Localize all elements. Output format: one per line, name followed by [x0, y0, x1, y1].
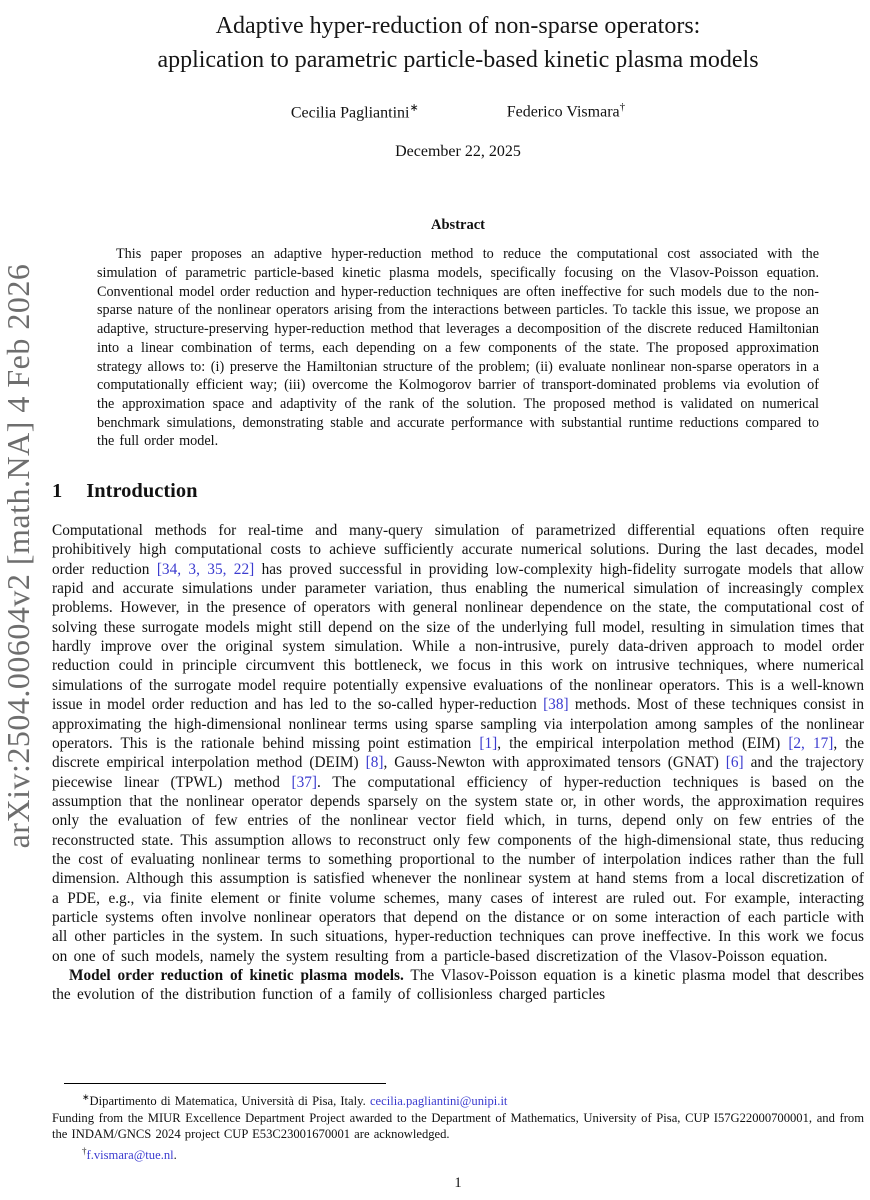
footnote-funding: Funding from the MIUR Excellence Department Project awarded to the Department of Mathematics, University of Pisa, CUP I57G22000700001, and from the INDAM/GNCS 2024 project CUP E53C23001670001 are acknowledged. — [52, 1110, 864, 1142]
footnote-rule — [64, 1083, 386, 1084]
section-title: Introduction — [86, 480, 198, 503]
footnote-mark: † — [82, 1145, 87, 1156]
author-name: Federico Vismara† — [506, 101, 626, 121]
footnote-email2 — [52, 1143, 864, 1164]
author-name: Cecilia Pagliantini∗ — [290, 102, 419, 122]
author-list — [52, 101, 864, 122]
author-footnote-mark: † — [619, 101, 626, 113]
email-link[interactable]: f.vismara@tue.nl — [86, 1148, 174, 1163]
section-heading — [52, 480, 864, 503]
paper-title — [52, 9, 864, 77]
abstract-text: This paper proposes an adaptive hyper-reduction method to reduce the computational cost associated with the simulation of parametric particle-based kinetic plasma models, specifically focusing on the Vlasov-Poisson equation. Conventional model order reduction and hyper-reduction techniques are often ineffective for such models due to the non-sparse nature of the nonlinear operators arising from the interactions between particles. To tackle this issue, we propose an adaptive, structure-preserving hyper-reduction method that leverages a decomposition of the discrete reduced Hamiltonian into a linear combination of terms, each depending on a few components of the state. The proposed approximation strategy allows to: (i) preserve the Hamiltonian structure of the problem; (ii) evaluate nonlinear non-sparse operators in a computationally efficient way; (iii) overcome the Kolmogorov barrier of transport-dominated problems via evolution of the approximation space and adaptivity of the rank of the solution. The proposed method is validated on numerical benchmark simulations, demonstrating stable and accurate performance with substantial runtime reductions compared to the full order model. — [97, 246, 819, 450]
citation-link[interactable]: [1] — [479, 734, 498, 752]
paper-date: December 22, 2025 — [395, 143, 521, 161]
paper-page — [52, 0, 864, 1005]
citation-link[interactable]: [6] — [725, 754, 744, 772]
footnote-block — [52, 1083, 864, 1164]
abstract-heading: Abstract — [431, 217, 485, 234]
paper-title-line1: Adaptive hyper-reduction of non-sparse operators: — [215, 13, 701, 39]
paper-title-line2: application to parametric particle-based kinetic plasma models — [157, 47, 759, 73]
footnote-affiliation — [52, 1089, 864, 1110]
citation-link[interactable]: [38] — [543, 696, 569, 714]
citation-link[interactable]: [8] — [365, 754, 384, 772]
citation-link[interactable]: [34, 3, 35, 22] — [156, 560, 255, 578]
footnote-text: Dipartimento di Matematica, Università di Pisa, Italy. — [89, 1094, 366, 1109]
intro-paragraph-1: Computational methods for real-time and many-query simulation of parametrized differential equations often require prohibitively high computational costs to achieve sufficiently accurate numerical solutions. During the last decades, model order reduction [34, 3, 35, 22] has proved successful in providing low-complexity high-fidelity surrogate models that allow rapid and accurate simulations under parameter variation, thus enabling the numerical simulation of increasingly complex problems. However, in the presence of operators with general nonlinear dependence on the state, the computational cost of solving these surrogate models might still depend on the size of the underlying full model, resulting in simulation times that hardly improve over the original system simulation. While a non-intrusive, purely data-driven approach to model order reduction could in principle circumvent this bottleneck, we focus in this work on intrusive techniques, where numerical simulations of the surrogate model require potentially expensive evaluations of the nonlinear operators. This is a well-known issue in model order reduction and has led to the so-called hyper-reduction [38] methods. Most of these techniques consist in approximating the high-dimensional nonlinear terms using sparse sampling via interpolation among samples of the nonlinear operators. This is the rationale behind missing point estimation [1], the empirical interpolation method (EIM) [2, 17], the discrete empirical interpolation method (DEIM) [8], Gauss-Newton with approximated tensors (GNAT) [6] and the trajectory piecewise linear (TPWL) method [37]. The computational efficiency of hyper-reduction techniques is based on the assumption that the nonlinear operator depends sparsely on the system state or, in other words, the approximation requires only the evaluation of few entries of the nonlinear vector field which, in turns, depend only on few entries of the reconstructed state. This assumption allows to reconstruct only few components of the high-dimensional state, thus reducing the cost of evaluating nonlinear terms to something proportional to the number of interpolation indices rather than the full dimension. Although this assumption is satisfied whenever the nonlinear system at hand stems from a local discretization of a PDE, e.g., via finite element or finite volume schemes, many cases of interest are ruled out. For example, interacting particle systems often involve nonlinear operators that depend on the distance or on some interaction of each particle with all other particles in the system. In such situations, hyper-reduction techniques can prove ineffective. In this work we focus on one of such models, namely the system resulting from a particle-based discretization of the Vlasov-Poisson equation. — [52, 522, 864, 965]
footnote-mark: ∗ — [82, 1092, 90, 1102]
arxiv-stamp: arXiv:2504.00604v2 [math.NA] 4 Feb 2026 — [0, 263, 36, 849]
author-footnote-mark: ∗ — [409, 102, 419, 114]
email-link[interactable]: cecilia.pagliantini@unipi.it — [369, 1094, 508, 1109]
section-number: 1 — [52, 480, 63, 503]
intro-paragraph-2 — [52, 966, 864, 1005]
page-number: 1 — [454, 1175, 462, 1191]
paragraph-text: The Vlasov-Poisson equation is a kinetic plasma model that describes the evolution of the distribution function of a family of collisionless charged particles — [52, 966, 864, 1004]
citation-link[interactable]: [2, 17] — [788, 734, 834, 752]
citation-link[interactable]: [37] — [291, 773, 318, 791]
footnote-text: . — [173, 1148, 177, 1163]
paragraph-lead-bold: Model order reduction of kinetic plasma models. — [69, 966, 404, 984]
